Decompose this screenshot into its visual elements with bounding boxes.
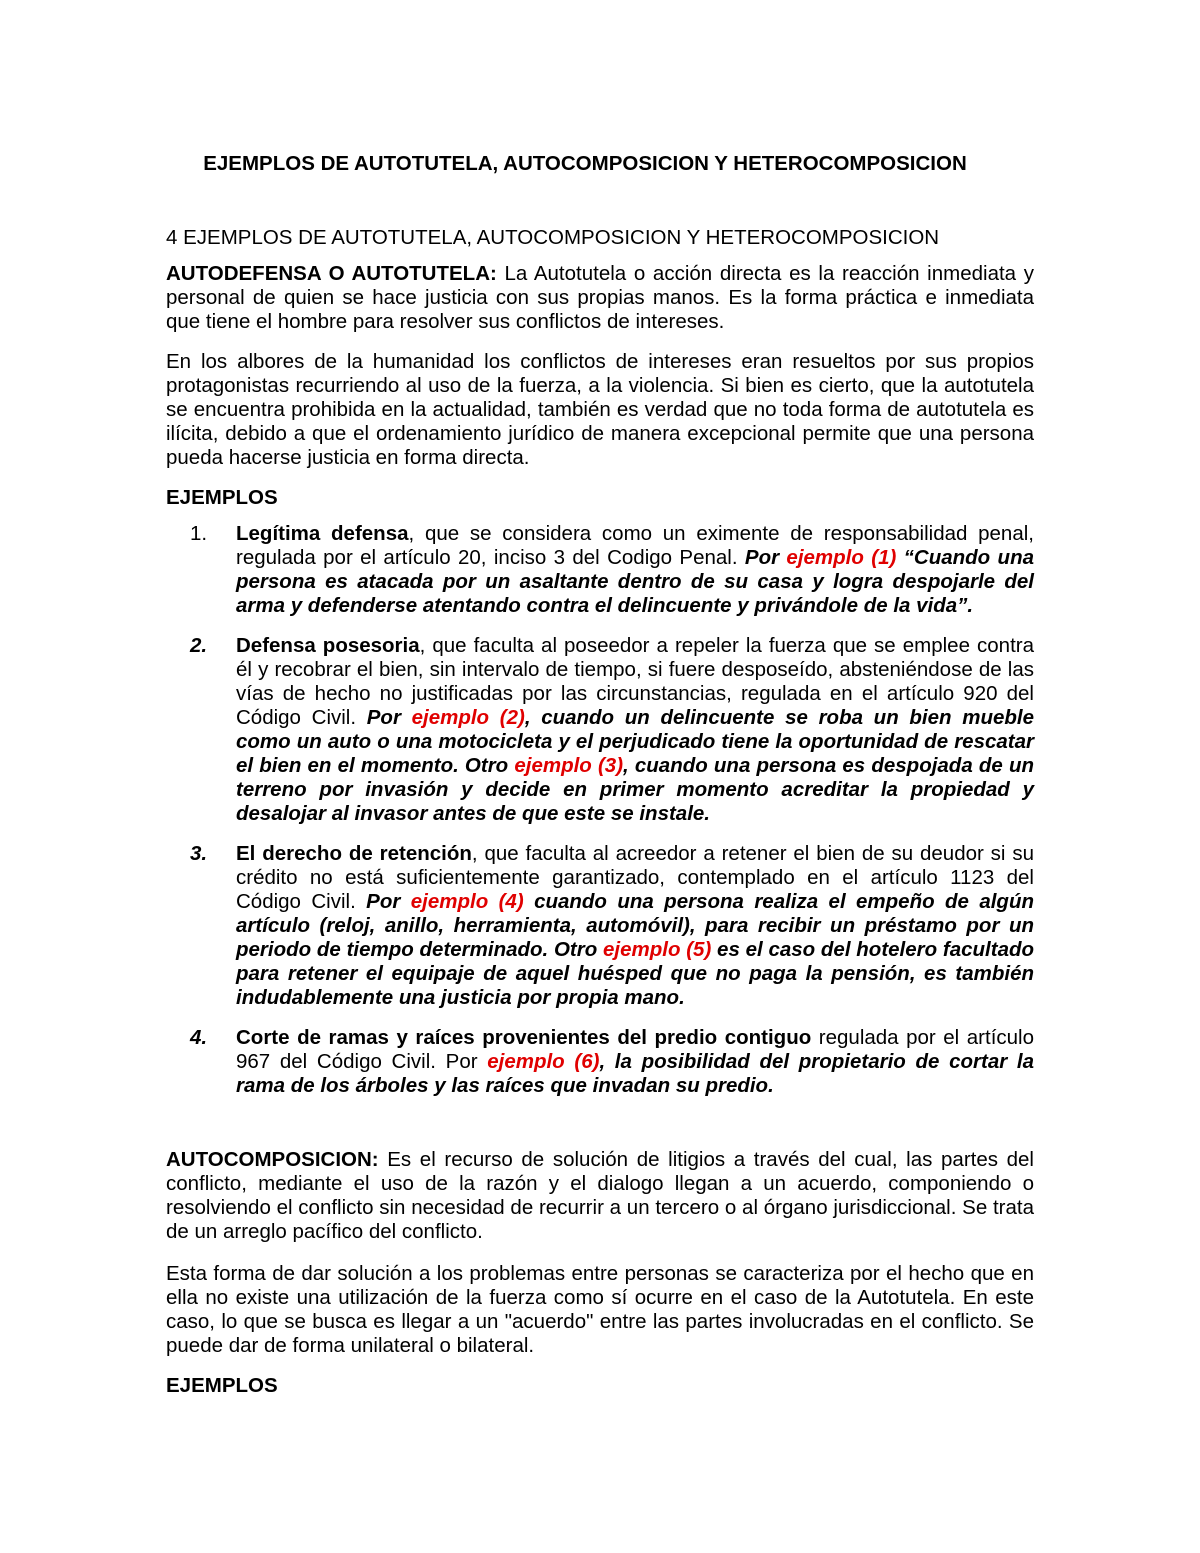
list-item-legitima-defensa: Legítima defensa, que se considera como un eximente de responsabilidad penal, regulada por el artículo 20, inciso 3 del Codigo Penal. Por ejemplo (1) “Cuando una persona es atacada por un asaltante dentro de su casa y logra despojarle del arma y defenderse atentando contra el delincuente y privándole de la vida”. — [236, 522, 1034, 617]
autocomposicion-heading: AUTOCOMPOSICION: — [166, 1148, 379, 1171]
autocomposicion-paragraph-1: AUTOCOMPOSICION: Es el recurso de solución de litigios a través del cual, las partes del conflicto, mediante el uso de la razón y el dialogo llegan a un acuerdo, componiendo o resolviendo el conflicto sin necesidad de recurrir a un tercero o al órgano jurisdiccional. Se trata de un arreglo pacífico del conflicto. — [166, 1148, 1034, 1243]
autotutela-paragraph-2: En los albores de la humanidad los conflictos de intereses eran resueltos por sus propios protagonistas recurriendo al uso de la fuerza, a la violencia. Si bien es cierto, que la autotutela se encuentra prohibida en la actualidad, también es verdad que no toda forma de autotutela es ilícita, debido a que el ordenamiento jurídico de manera excepcional permite que una persona pueda hacerse justicia en forma directa. — [166, 350, 1034, 469]
ejemplo-label: ejemplo (3) — [514, 754, 624, 777]
document-title: EJEMPLOS DE AUTOTUTELA, AUTOCOMPOSICION Y HETEROCOMPOSICION — [203, 152, 967, 175]
list-number: 1. — [190, 522, 208, 545]
document-subtitle: 4 EJEMPLOS DE AUTOTUTELA, AUTOCOMPOSICION Y HETEROCOMPOSICION — [166, 226, 940, 249]
list-number: 4. — [190, 1026, 208, 1049]
autotutela-heading: AUTODEFENSA O AUTOTUTELA: — [166, 262, 497, 285]
ejemplo-label: ejemplo (1) — [786, 546, 897, 569]
autotutela-paragraph-1: AUTODEFENSA O AUTOTUTELA: La Autotutela o acción directa es la reacción inmediata y personal de quien se hace justicia con sus propias manos. Es la forma práctica e inmediata que tiene el hombre para resolver sus conflictos de intereses. — [166, 262, 1034, 333]
ejemplo-label: ejemplo (5) — [603, 938, 712, 961]
ejemplo-label: ejemplo (4) — [410, 890, 524, 913]
list-item-defensa-posesoria: Defensa posesoria, que faculta al poseedor a repeler la fuerza que se emplee contra él y recobrar el bien, sin intervalo de tiempo, si fuere desposeído, absteniéndose de las vías de hecho no justificadas por las circunstancias, regulada en el artículo 920 del Código Civil. Por ejemplo (2), cuando un delincuente se roba un bien mueble como un auto o una motocicleta y el perjudicado tiene la oportunidad de rescatar el bien en el momento. Otro ejemplo (3), cuando una persona es despojada de un terreno por invasión y decide en primer momento acreditar la propiedad y desalojar al invasor antes de que este se instale. — [236, 634, 1034, 825]
list-item-derecho-retencion: El derecho de retención, que faculta al acreedor a retener el bien de su deudor si su crédito no está suficientemente garantizado, contemplado en el artículo 1123 del Código Civil. Por ejemplo (4) cuando una persona realiza el empeño de algún artículo (reloj, anillo, herramienta, automóvil), para recibir un préstamo por un periodo de tiempo determinado. Otro ejemplo (5) es el caso del hotelero facultado para retener el equipaje de aquel huésped que no paga la pensión, es también indudablemente una justicia por propia mano. — [236, 842, 1035, 1009]
list-number: 2. — [190, 634, 208, 657]
ejemplos-heading-2: EJEMPLOS — [166, 1374, 278, 1397]
list-number: 3. — [190, 842, 208, 865]
autocomposicion-paragraph-2: Esta forma de dar solución a los problemas entre personas se caracteriza por el hecho que en ella no existe una utilización de la fuerza como sí ocurre en el caso de la Autotutela. En este caso, lo que se busca es llegar a un "acuerdo" entre las partes involucradas en el conflicto. Se puede dar de forma unilateral o bilateral. — [166, 1262, 1034, 1357]
ejemplos-heading-1: EJEMPLOS — [166, 486, 278, 509]
list-item-corte-ramas: Corte de ramas y raíces provenientes del predio contiguo regulada por el artículo 967 del Código Civil. Por ejemplo (6), la posibilidad del propietario de cortar la rama de los árboles y las raíces que invadan su predio. — [236, 1026, 1034, 1097]
ejemplo-label: ejemplo (6) — [487, 1050, 600, 1073]
ejemplo-label: ejemplo (2) — [411, 706, 525, 729]
